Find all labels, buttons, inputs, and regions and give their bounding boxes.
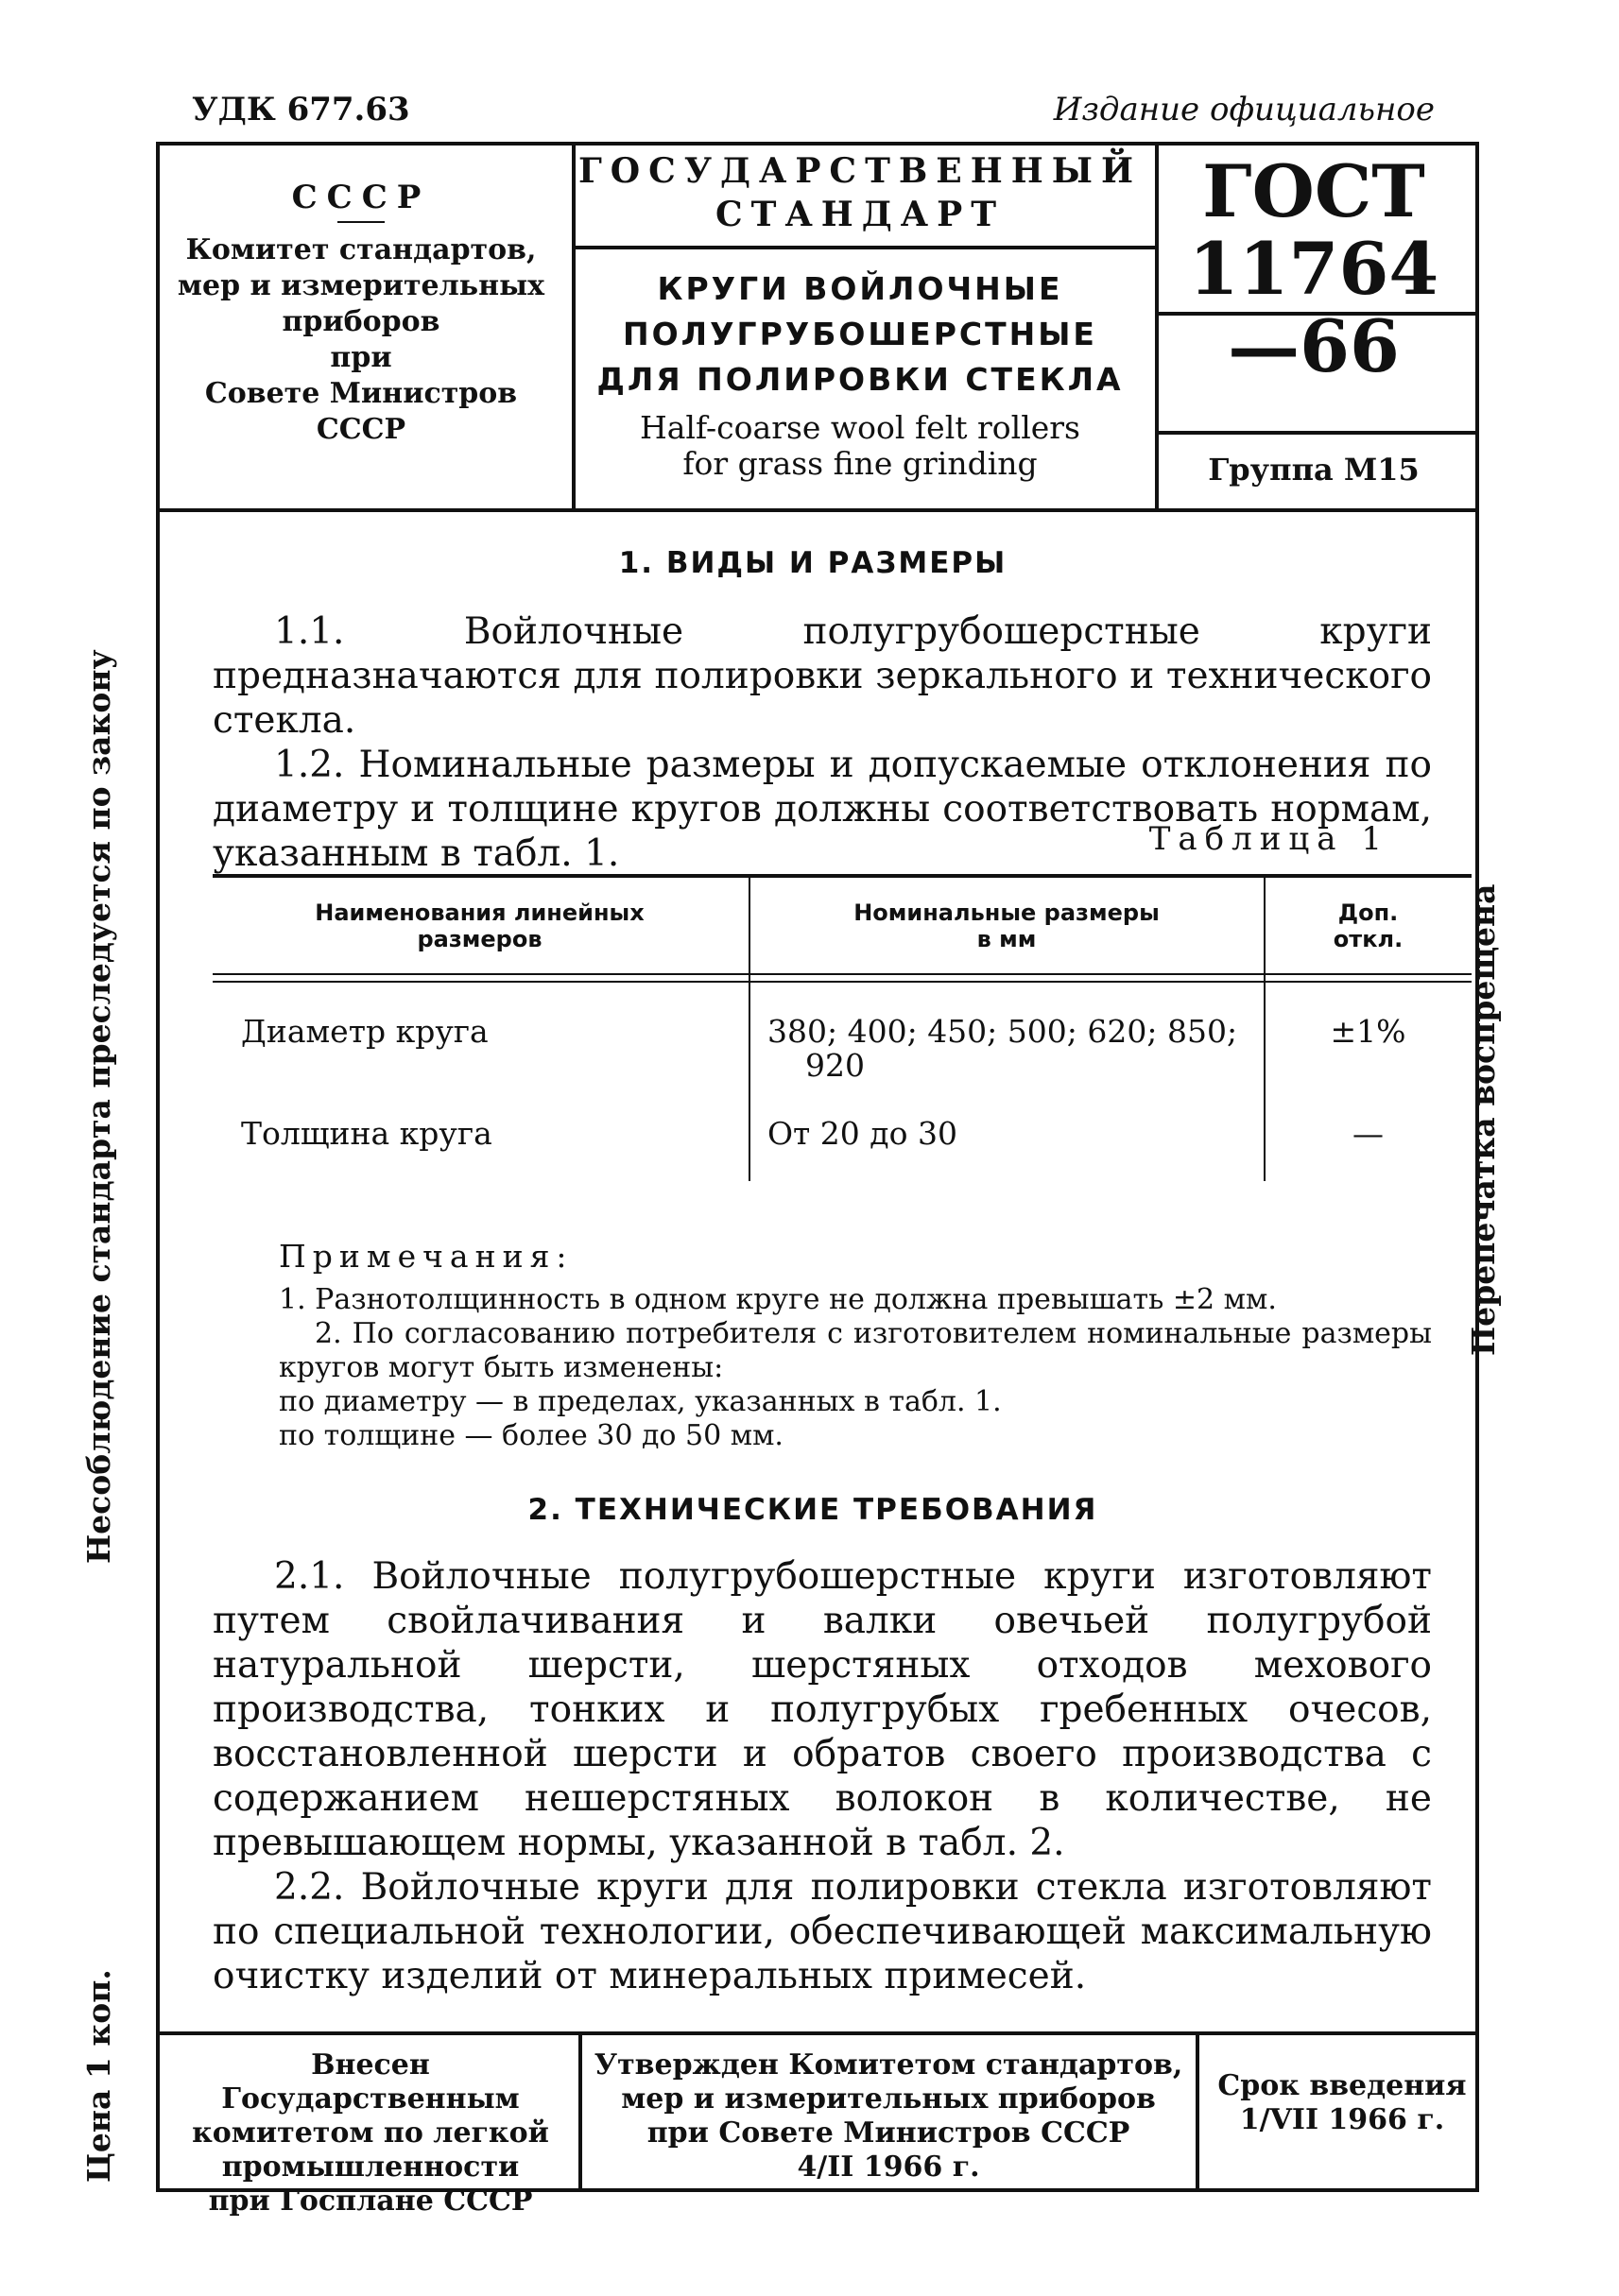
- committee-line: СССР: [316, 413, 406, 446]
- gost-number: 11764—66: [1188, 227, 1439, 388]
- header-divider-left: [572, 142, 576, 508]
- table-header-name: [213, 900, 747, 952]
- footer-line: мер и измерительных приборов: [621, 2082, 1156, 2116]
- table-col-divider-1: [749, 874, 750, 1181]
- price-vertical: [80, 1969, 156, 2296]
- gost-designation: [1163, 149, 1465, 388]
- footer-line: комитетом по легкой: [192, 2116, 549, 2150]
- note-2b: по толщине — более 30 до 50 мм.: [279, 1419, 784, 1452]
- section1-heading: 1. ВИДЫ И РАЗМЕРЫ: [618, 546, 1008, 580]
- footer-divider-1: [578, 2031, 582, 2188]
- committee-line: приборов: [282, 305, 440, 338]
- footer-line: Утвержден Комитетом стандартов,: [594, 2048, 1183, 2082]
- section2-body: [213, 1554, 1432, 1998]
- header-right-divider-2: [1155, 431, 1479, 435]
- table-caption: Таблица 1: [1148, 820, 1389, 858]
- edition-label: Издание официальное: [1053, 91, 1435, 129]
- header-mid-divider: [572, 246, 1155, 249]
- table-header-line-1: [213, 973, 1472, 975]
- standard-title: [577, 266, 1144, 403]
- introduced-by: [163, 2048, 578, 2219]
- header-text: Наименования линейных: [315, 900, 645, 926]
- footer-line: при Совете Министров СССР: [646, 2116, 1130, 2150]
- committee-line: мер и измерительных: [177, 269, 545, 302]
- standard-type: [577, 149, 1144, 236]
- header-divider-right: [1155, 142, 1159, 508]
- law-notice-text: Несоблюдение стандарта преследуется по закону: [80, 649, 117, 1564]
- table-cell-nominal: От 20 до 30: [767, 1115, 957, 1152]
- standard-type-line: СТАНДАРТ: [715, 195, 1005, 234]
- table-header-tolerance: [1266, 900, 1470, 952]
- footer-line: Внесен Государственным: [221, 2048, 520, 2116]
- paragraph-1-2: 1.2. Номинальные размеры и допускаемые отклонения по диаметру и толщине кругов должны соответствовать нормам, указанным в табл. 1.: [213, 744, 1432, 875]
- effective-date: [1205, 2069, 1479, 2137]
- header-text: откл.: [1333, 926, 1404, 952]
- table-header-nominal: [751, 900, 1262, 952]
- footer-top-line: [156, 2031, 1479, 2035]
- committee-line: Совете Министров: [204, 377, 518, 410]
- notes-body: [279, 1283, 1432, 1453]
- title-line: ПОЛУГРУБОШЕРСТНЫЕ: [623, 316, 1097, 352]
- header-text: Номинальные размеры: [853, 900, 1160, 926]
- note-2: 2. По согласованию потребителя с изготовителем номинальные размеры кругов могут быть изменены:: [279, 1317, 1432, 1384]
- reprint-notice-vertical: [1465, 883, 1541, 1356]
- group-code: Группа М15: [1208, 452, 1420, 488]
- committee-line: при: [330, 341, 392, 374]
- english-title-line: Half-coarse wool felt rollers: [639, 409, 1080, 446]
- frame-left-line: [156, 142, 160, 2192]
- reprint-notice-text: Перепечатка воспрещена: [1465, 883, 1502, 1356]
- table-cell-tolerance: —: [1352, 1115, 1384, 1152]
- price-text: Цена 1 коп.: [80, 1969, 117, 2183]
- title-line: ДЛЯ ПОЛИРОВКИ СТЕКЛА: [596, 361, 1124, 398]
- table-col-divider-2: [1264, 874, 1266, 1181]
- footer-line: при Госплане СССР: [208, 2185, 533, 2218]
- english-title-line: for grass fine grinding: [682, 445, 1038, 482]
- note-2a: по диаметру — в пределах, указанных в табл. 1.: [279, 1385, 1002, 1418]
- committee-line: Комитет стандартов,: [185, 233, 537, 266]
- table-header-line-2: [213, 981, 1472, 983]
- footer-line: 1/VII 1966 г.: [1239, 2103, 1445, 2136]
- paragraph-2-2: 2.2. Войлочные круги для полировки стекла изготовляют по специальной технологии, обеспечивающей максимальную очистку изделий от минеральных примесей.: [213, 1866, 1432, 1997]
- approved-by: [586, 2048, 1191, 2185]
- table-cell-name: Диаметр круга: [241, 1013, 489, 1050]
- footer-line: 4/II 1966 г.: [797, 2150, 980, 2184]
- paragraph-2-1: 2.1. Войлочные полугрубошерстные круги изготовляют путем свойлачивания и валки овечьей полугрубой натуральной шерсти, шерстяных отходов мехового производства, тонких и полугрубых гребенных очесов, восстановленной шерсти и обратов своего производства с содержанием нешерстяных волокон в количестве, не превышающем нормы, указанной в табл. 2.: [213, 1555, 1432, 1864]
- header-text: в мм: [976, 926, 1037, 952]
- issuer-block: [163, 180, 560, 448]
- footer-line: Срок введения: [1217, 2069, 1467, 2102]
- header-text: Доп.: [1337, 900, 1399, 926]
- footer-line: промышленности: [221, 2150, 520, 2184]
- table-cell-name: Толщина круга: [241, 1115, 492, 1152]
- notes-title: Примечания:: [279, 1238, 574, 1275]
- frame-top-line: [156, 142, 1479, 146]
- gost-label: ГОСТ: [1202, 149, 1425, 233]
- country-name: СССР: [291, 179, 431, 216]
- header-bottom-line: [156, 508, 1479, 512]
- law-notice-vertical: [80, 649, 156, 1564]
- table-cell-tolerance: ±1%: [1330, 1013, 1406, 1050]
- paragraph-1-1: 1.1. Войлочные полугрубошерстные круги предназначаются для полировки зеркального и технического стекла.: [213, 610, 1432, 742]
- cell-line: 920: [805, 1047, 865, 1084]
- note-1: 1. Разнотолщинность в одном круге не должна превышать ±2 мм.: [279, 1283, 1277, 1316]
- title-line: КРУГИ ВОЙЛОЧНЫЕ: [657, 270, 1063, 307]
- standard-type-line: ГОСУДАРСТВЕННЫЙ: [577, 151, 1143, 191]
- table-top-line: [213, 874, 1472, 878]
- section2-heading: 2. ТЕХНИЧЕСКИЕ ТРЕБОВАНИЯ: [527, 1493, 1098, 1527]
- english-title: [577, 410, 1144, 482]
- footer-divider-2: [1196, 2031, 1199, 2188]
- table-cell-nominal: [767, 1015, 1259, 1083]
- cell-line: 380; 400; 450; 500; 620; 850;: [767, 1013, 1238, 1050]
- header-text: размеров: [417, 926, 543, 952]
- udk-code: УДК 677.63: [192, 91, 410, 129]
- separator-dash: [337, 221, 385, 223]
